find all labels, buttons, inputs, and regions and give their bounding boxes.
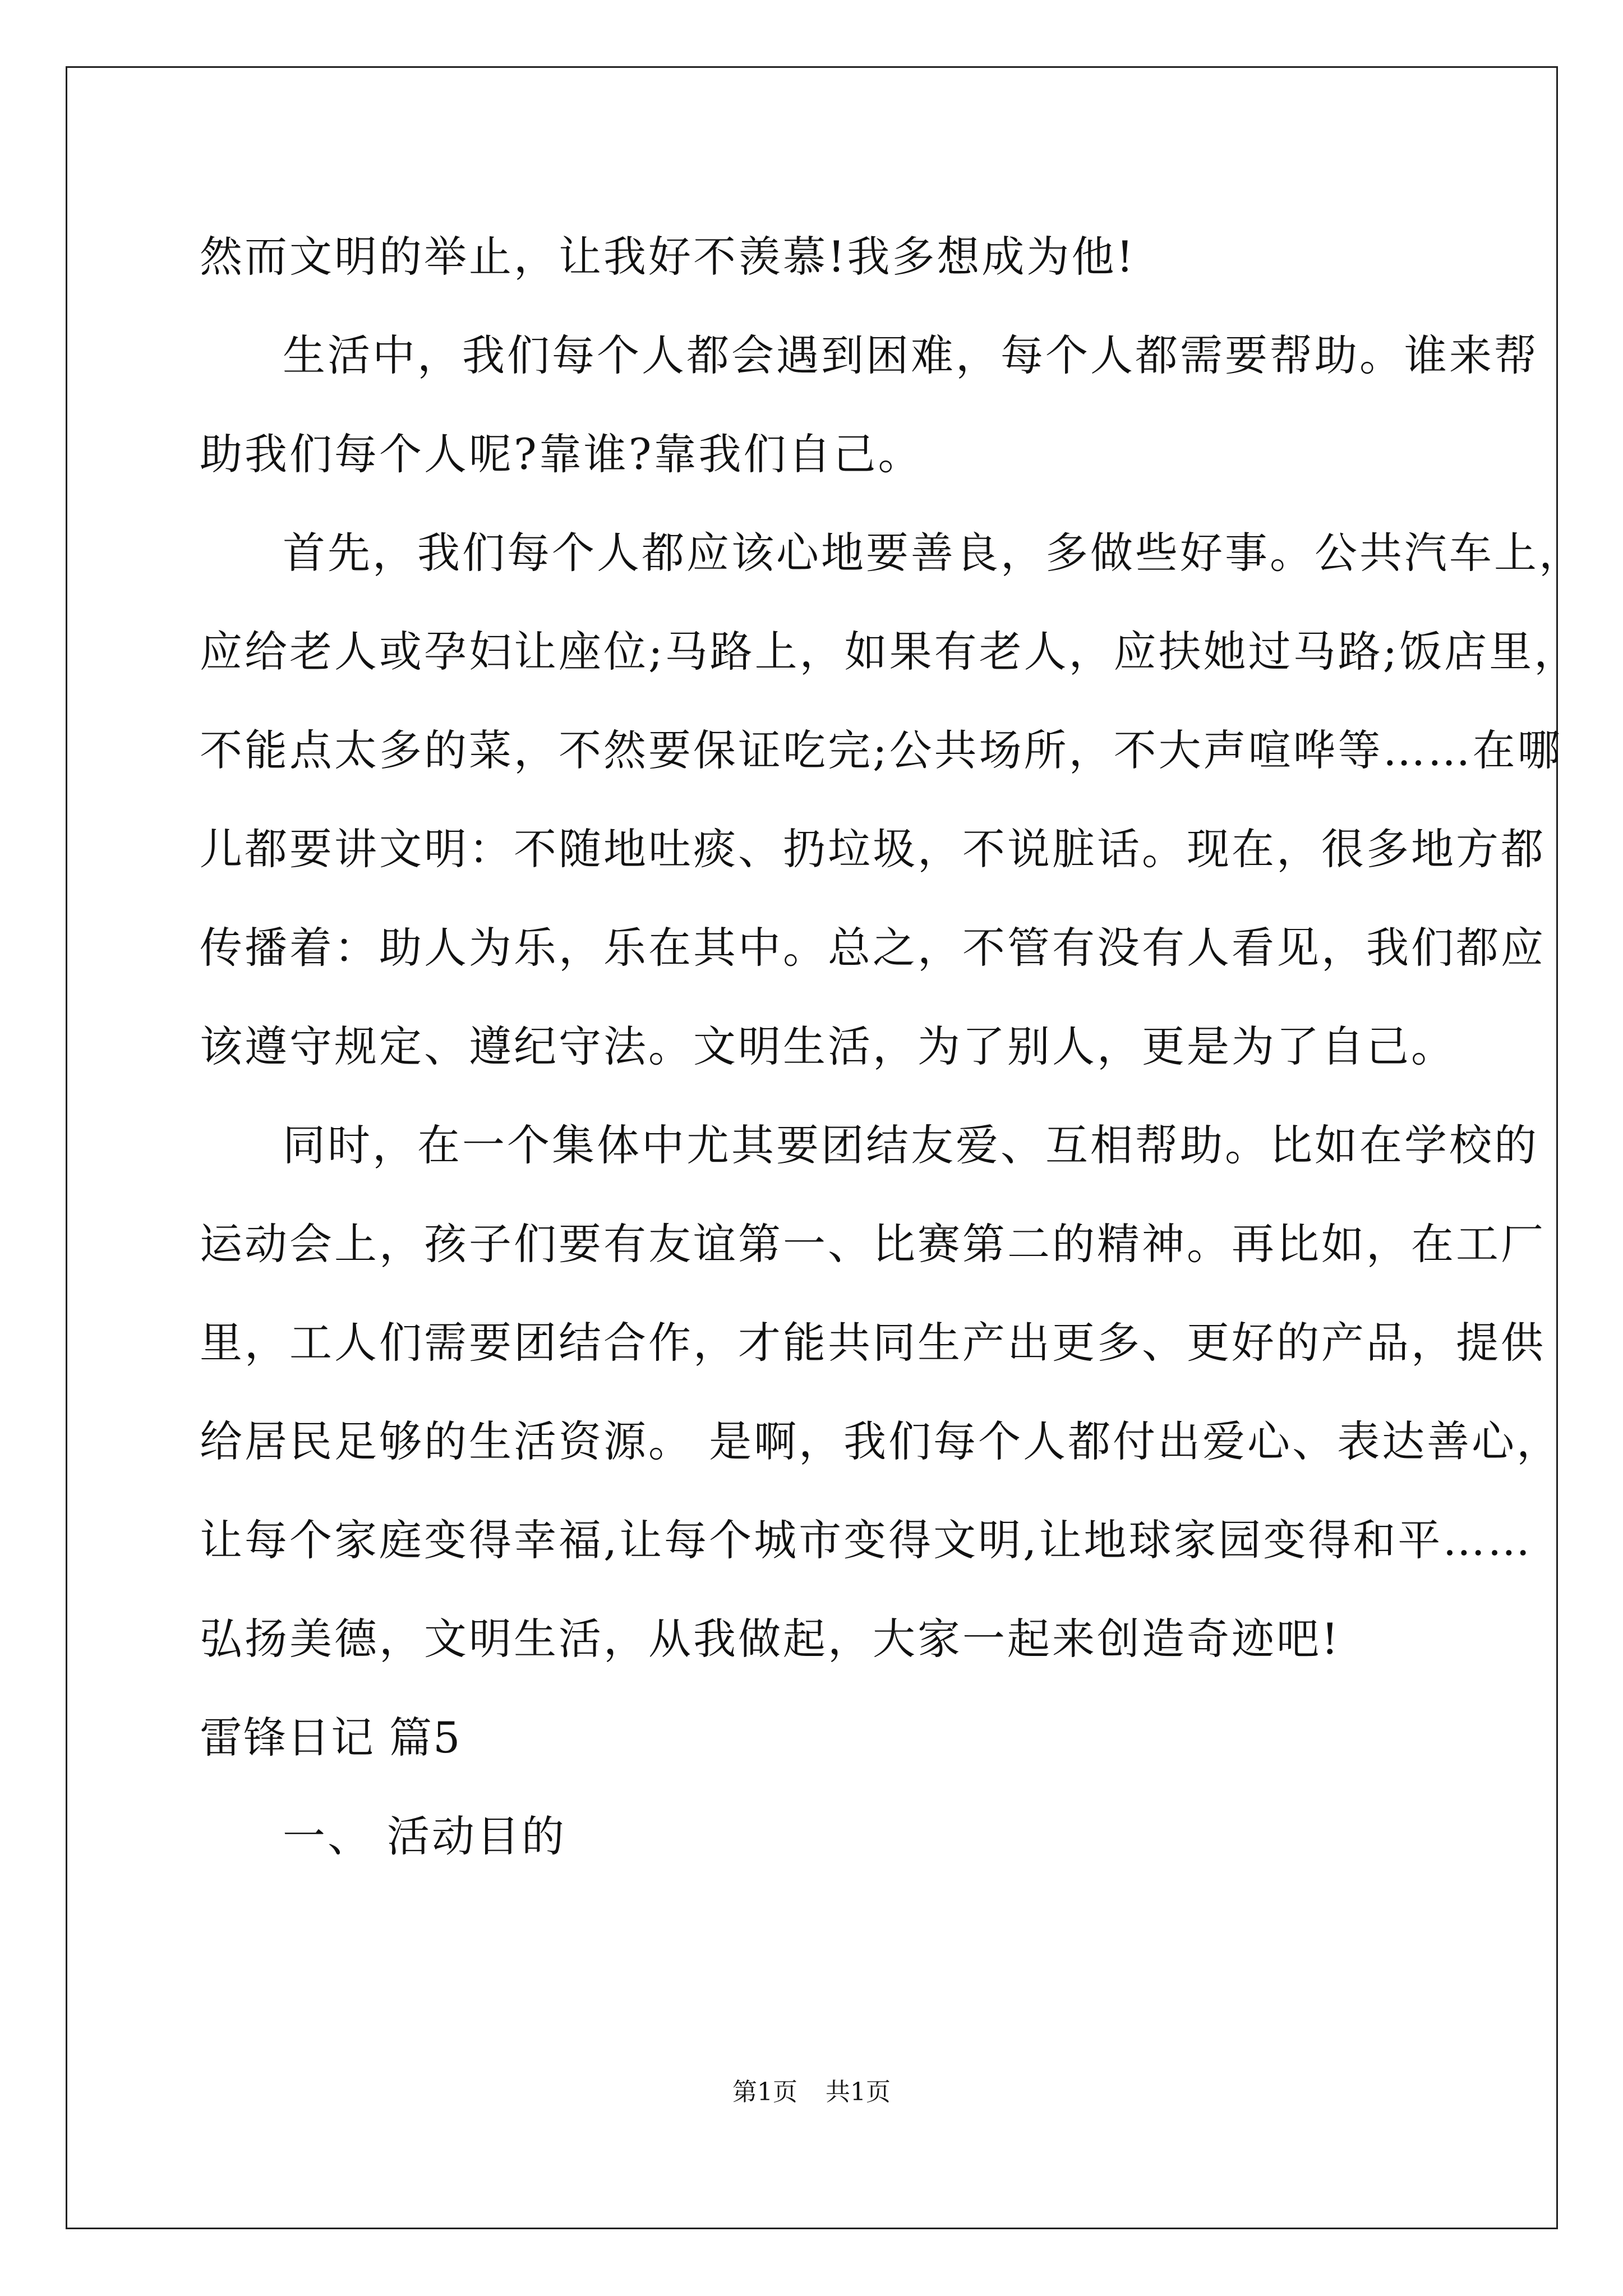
paragraph-start-line: 首先，我们每个人都应该心地要善良，多做些好事。公共汽车上， <box>283 528 1584 578</box>
text-line: 运动会上，孩子们要有友谊第一、比赛第二的精神。再比如，在工厂 <box>200 1219 1546 1269</box>
text-line: 给居民足够的生活资源。 是啊，我们每个人都付出爱心、表达善心， <box>200 1416 1562 1466</box>
text-line: 助我们每个人呢?靠谁?靠我们自己。 <box>200 429 923 479</box>
text-line: 应给老人或孕妇让座位;马路上，如果有老人，应扶她过马路;饭店里， <box>200 627 1579 677</box>
text-line: 儿都要讲文明：不随地吐痰、扔垃圾，不说脏话。现在，很多地方都 <box>200 824 1546 874</box>
text-line: 然而文明的举止，让我好不羡慕!我多想成为他! <box>200 232 1136 282</box>
page-number-current: 第1页 <box>732 2078 797 2106</box>
text-line: 让每个家庭变得幸福,让每个城市变得文明,让地球家园变得和平…… <box>200 1515 1533 1565</box>
text-line: 不能点太多的菜，不然要保证吃完;公共场所，不大声喧哗等……在哪 <box>200 725 1562 775</box>
list-item-text: 活动目的 <box>387 1811 566 1861</box>
paragraph-start-line: 同时，在一个集体中尤其要团结友爱、互相帮助。比如在学校的 <box>283 1120 1539 1170</box>
list-item <box>200 1787 1461 1886</box>
paragraph-start-line: 生活中，我们每个人都会遇到困难，每个人都需要帮助。谁来帮 <box>283 330 1539 380</box>
page-number-total: 共1页 <box>826 2078 891 2106</box>
page-footer <box>0 2076 1623 2109</box>
text-line: 该遵守规定、遵纪守法。文明生活，为了别人，更是为了自己。 <box>200 1022 1456 1071</box>
text-line: 里，工人们需要团结合作，才能共同生产出更多、更好的产品，提供 <box>200 1318 1546 1368</box>
section-heading: 雷锋日记 篇5 <box>200 1713 462 1763</box>
text-line: 传播着：助人为乐，乐在其中。总之，不管有没有人看见，我们都应 <box>200 923 1546 973</box>
document-body <box>200 208 1584 1886</box>
text-line: 弘扬美德，文明生活，从我做起，大家一起来创造奇迹吧! <box>200 1614 1341 1664</box>
list-item-number: 一、 <box>283 1811 372 1861</box>
